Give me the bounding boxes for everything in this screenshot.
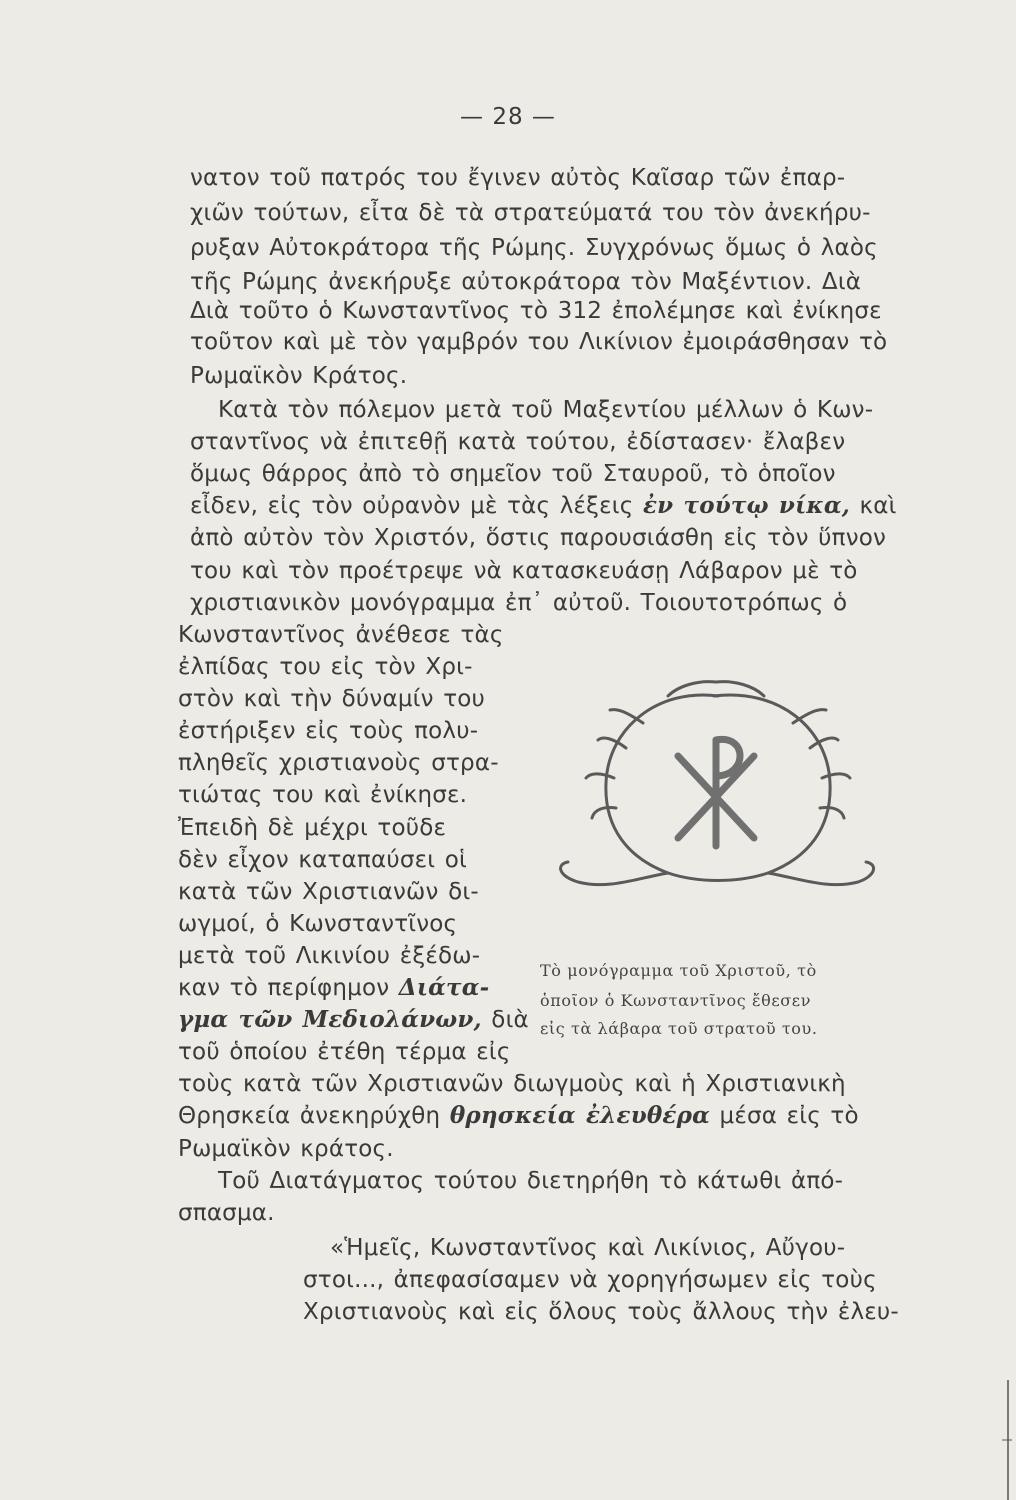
text-span: μέσα εἰς τὸ (709, 1103, 859, 1129)
text-span: Θρησκεία ἀνεκηρύχθη (178, 1103, 450, 1129)
page-edge-mark (1000, 1380, 1014, 1500)
text-line: τῆς Ρώμης ἀνεκήρυξε αὐτοκράτορα τὸν Μαξέντιον. Διὰ (190, 269, 862, 295)
caption-line: ὁποῖον ὁ Κωνσταντῖνος ἔθεσεν (540, 991, 812, 1010)
text-line: Ρωμαϊκὸν κράτος. (178, 1136, 394, 1162)
caption-line: Τὸ μονόγραμμα τοῦ Χριστοῦ, τὸ (540, 961, 817, 980)
text-line: Ρωμαϊκὸν Κράτος. (190, 363, 408, 389)
text-line: νατον τοῦ πατρός του ἔγινεν αὐτὸς Καῖσαρ τῶν ἐπαρ- (190, 165, 846, 191)
text-line: ἐλπίδας του εἰς τὸν Χρι- (178, 654, 473, 680)
emphasis-text: Διάτα- (398, 974, 490, 1001)
text-line: τοῦτον καὶ μὲ τὸν γαμβρόν του Λικίνιον ἐμοιράσθησαν τὸ (190, 329, 888, 355)
text-span: καὶ (849, 493, 897, 519)
quote-line: στοι..., ἀπεφασίσαμεν νὰ χορηγήσωμεν εἰς τοὺς (303, 1267, 877, 1293)
text-line: Κατὰ τὸν πόλεμον μετὰ τοῦ Μαξεντίου μέλλων ὁ Κων- (218, 397, 874, 423)
text-line: χιῶν τούτων, εἶτα δὲ τὰ στρατεύματά του τὸν ἀνεκήρυ- (190, 200, 871, 226)
text-line (178, 973, 489, 1003)
text-line: τοὺς κατὰ τῶν Χριστιανῶν διωγμοὺς καὶ ἡ Χριστιανικὴ (178, 1071, 846, 1097)
caption-line: εἰς τὰ λάβαρα τοῦ στρατοῦ του. (540, 1019, 818, 1038)
text-line: Τοῦ Διατάγματος τούτου διετηρήθη τὸ κάτωθι ἀπό- (218, 1168, 844, 1194)
text-line (178, 1005, 529, 1035)
text-line: ἐστήριξεν εἰς τοὺς πολυ- (178, 718, 479, 744)
text-line: ὅμως θάρρος ἀπὸ τὸ σημεῖον τοῦ Σταυροῦ, τὸ ὁποῖον (190, 461, 836, 487)
text-line: δὲν εἶχον καταπαύσει οἱ (178, 847, 467, 873)
text-line: σταντῖνος νὰ ἐπιτεθῇ κατὰ τούτου, ἐδίστασεν· ἔλαβεν (190, 429, 846, 455)
page-number: — 28 — (460, 104, 556, 130)
chi-rho-wreath-icon (548, 668, 884, 918)
text-line: μετὰ τοῦ Λικινίου ἐξέδω- (178, 943, 481, 969)
text-line: σπασμα. (178, 1200, 275, 1226)
text-line: τιώτας του καὶ ἐνίκησε. (178, 782, 468, 808)
text-line: κατὰ τῶν Χριστιανῶν δι- (178, 879, 479, 905)
text-line: ωγμοί, ὁ Κωνσταντῖνος (178, 911, 458, 937)
text-line: του καὶ τὸν προέτρεψε νὰ κατασκευάσῃ Λάβαρον μὲ τὸ (190, 558, 858, 584)
text-line: πληθεῖς χριστιανοὺς στρα- (178, 750, 499, 776)
quote-line: «Ἡμεῖς, Κωνσταντῖνος καὶ Λικίνιος, Αὔγου- (330, 1235, 846, 1261)
text-span: καν τὸ περίφημον (178, 975, 399, 1001)
text-span: εἶδεν, εἰς τὸν οὐρανὸν μὲ τὰς λέξεις (190, 493, 643, 519)
text-line: στὸν καὶ τὴν δύναμίν του (178, 686, 486, 712)
text-line: χριστιανικὸν μονόγραμμα ἐπ᾽ αὐτοῦ. Τοιουτοτρόπως ὁ (190, 590, 848, 616)
text-line: Κωνσταντῖνος ἀνέθεσε τὰς (178, 622, 504, 648)
emphasis-text: ἐν τούτῳ νίκα, (643, 492, 850, 519)
text-line: ἀπὸ αὐτὸν τὸν Χριστόν, ὅστις παρουσιάσθη εἰς τὸν ὕπνον (190, 525, 887, 551)
text-line (190, 491, 897, 521)
quote-line: Χριστιανοὺς καὶ εἰς ὅλους τοὺς ἄλλους τὴν ἐλευ- (303, 1299, 899, 1325)
text-line: τοῦ ὁποίου ἐτέθη τέρμα εἰς (178, 1039, 511, 1065)
emphasis-text: θρησκεία ἐλευθέρα (449, 1102, 710, 1129)
text-line (178, 1101, 859, 1131)
emphasis-text: γμα τῶν Μεδιολάνων, (178, 1006, 482, 1033)
figure-caption (540, 960, 890, 1040)
text-span: διὰ (481, 1007, 529, 1033)
text-line: ρυξαν Αὐτοκράτορα τῆς Ρώμης. Συγχρόνως ὅμως ὁ λαὸς (190, 235, 878, 261)
text-line: Διὰ τοῦτο ὁ Κωνσταντῖνος τὸ 312 ἐπολέμησε καὶ ἐνίκησε (190, 298, 882, 324)
text-line: Ἐπειδὴ δὲ μέχρι τοῦδε (178, 815, 447, 841)
